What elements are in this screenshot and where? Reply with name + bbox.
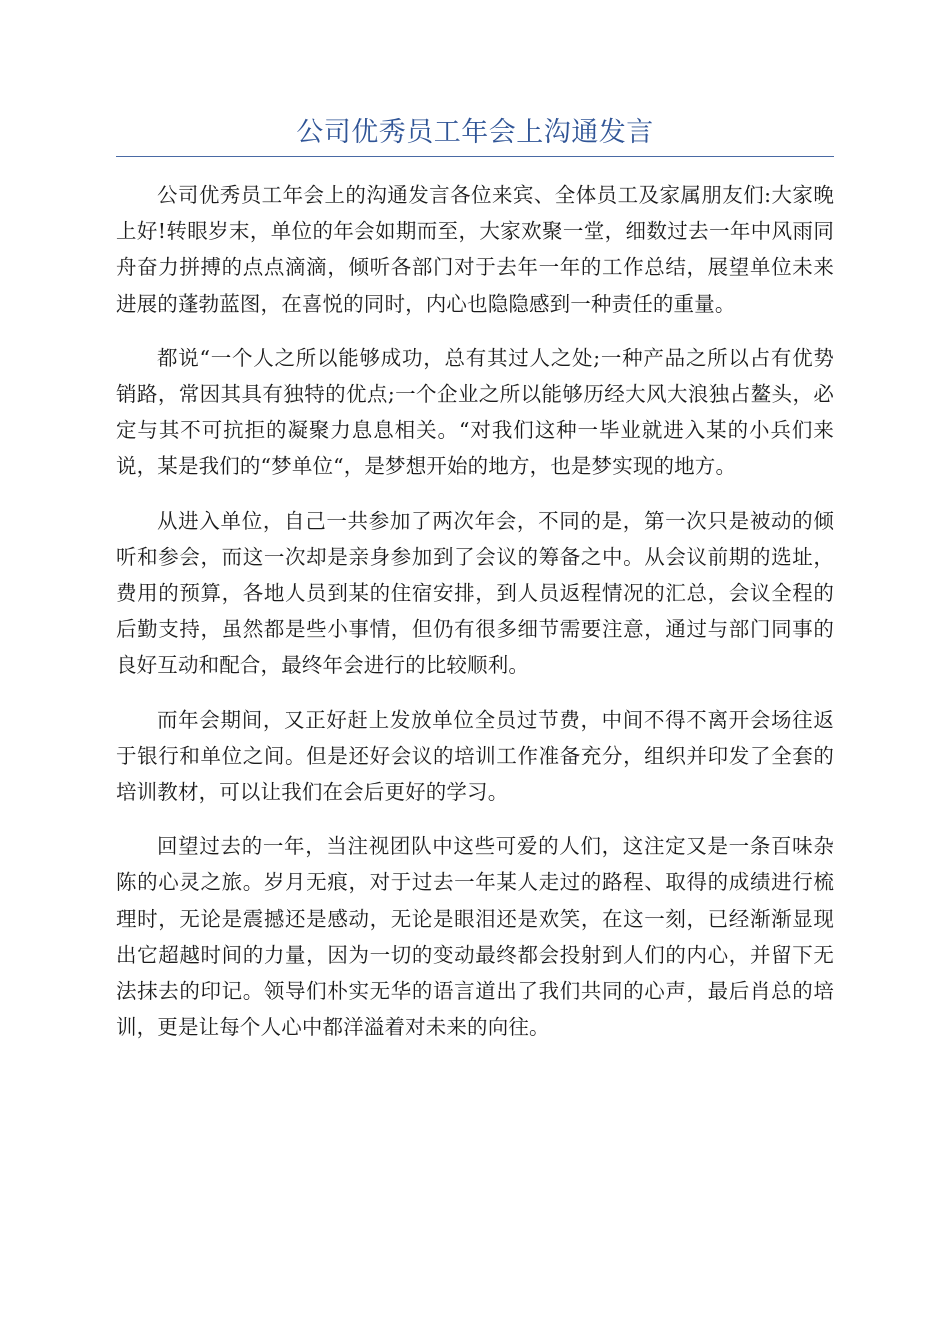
document-page <box>116 112 834 1063</box>
paragraph-1: 公司优秀员工年会上的沟通发言各位来宾、全体员工及家属朋友们:大家晚上好!转眼岁末，单位的年会如期而至，大家欢聚一堂，细数过去一年中风雨同舟奋力拼搏的点点滴滴，倾听各部门对于去年一年的工作总结，展望单位未来进展的蓬勃蓝图，在喜悦的同时，内心也隐隐感到一种责任的重量。 <box>116 183 834 316</box>
paragraph-5: 回望过去的一年，当注视团队中这些可爱的人们，这注定又是一条百味杂陈的心灵之旅。岁月无痕，对于过去一年某人走过的路程、取得的成绩进行梳理时，无论是震撼还是感动，无论是眼泪还是欢笑，在这一刻，已经渐渐显现出它超越时间的力量，因为一切的变动最终都会投射到人们的内心，并留下无法抹去的印记。领导们朴实无华的语言道出了我们共同的心声，最后肖总的培训，更是让每个人心中都洋溢着对未来的向往。 <box>116 834 834 1040</box>
paragraph-4: 而年会期间，又正好赶上发放单位全员过节费，中间不得不离开会场往返于银行和单位之间。但是还好会议的培训工作准备充分，组织并印发了全套的培训教材，可以让我们在会后更好的学习。 <box>116 707 834 805</box>
title-underline <box>116 156 834 157</box>
paragraph-2: 都说“一个人之所以能够成功，总有其过人之处;一种产品之所以占有优势销路，常因其具有独特的优点;一个企业之所以能够历经大风大浪独占鳌头，必定与其不可抗拒的凝聚力息息相关。“对我们这种一毕业就进入某的小兵们来说，某是我们的“梦单位“，是梦想开始的地方，也是梦实现的地方。 <box>116 345 834 479</box>
paragraph-3: 从进入单位，自己一共参加了两次年会，不同的是，第一次只是被动的倾听和参会，而这一次却是亲身参加到了会议的筹备之中。从会议前期的选址，费用的预算，各地人员到某的住宿安排，到人员返程情况的汇总，会议全程的后勤支持，虽然都是些小事情，但仍有很多细节需要注意，通过与部门同事的良好互动和配合，最终年会进行的比较顺利。 <box>116 508 834 678</box>
document-title: 公司优秀员工年会上沟通发言 <box>296 117 654 148</box>
